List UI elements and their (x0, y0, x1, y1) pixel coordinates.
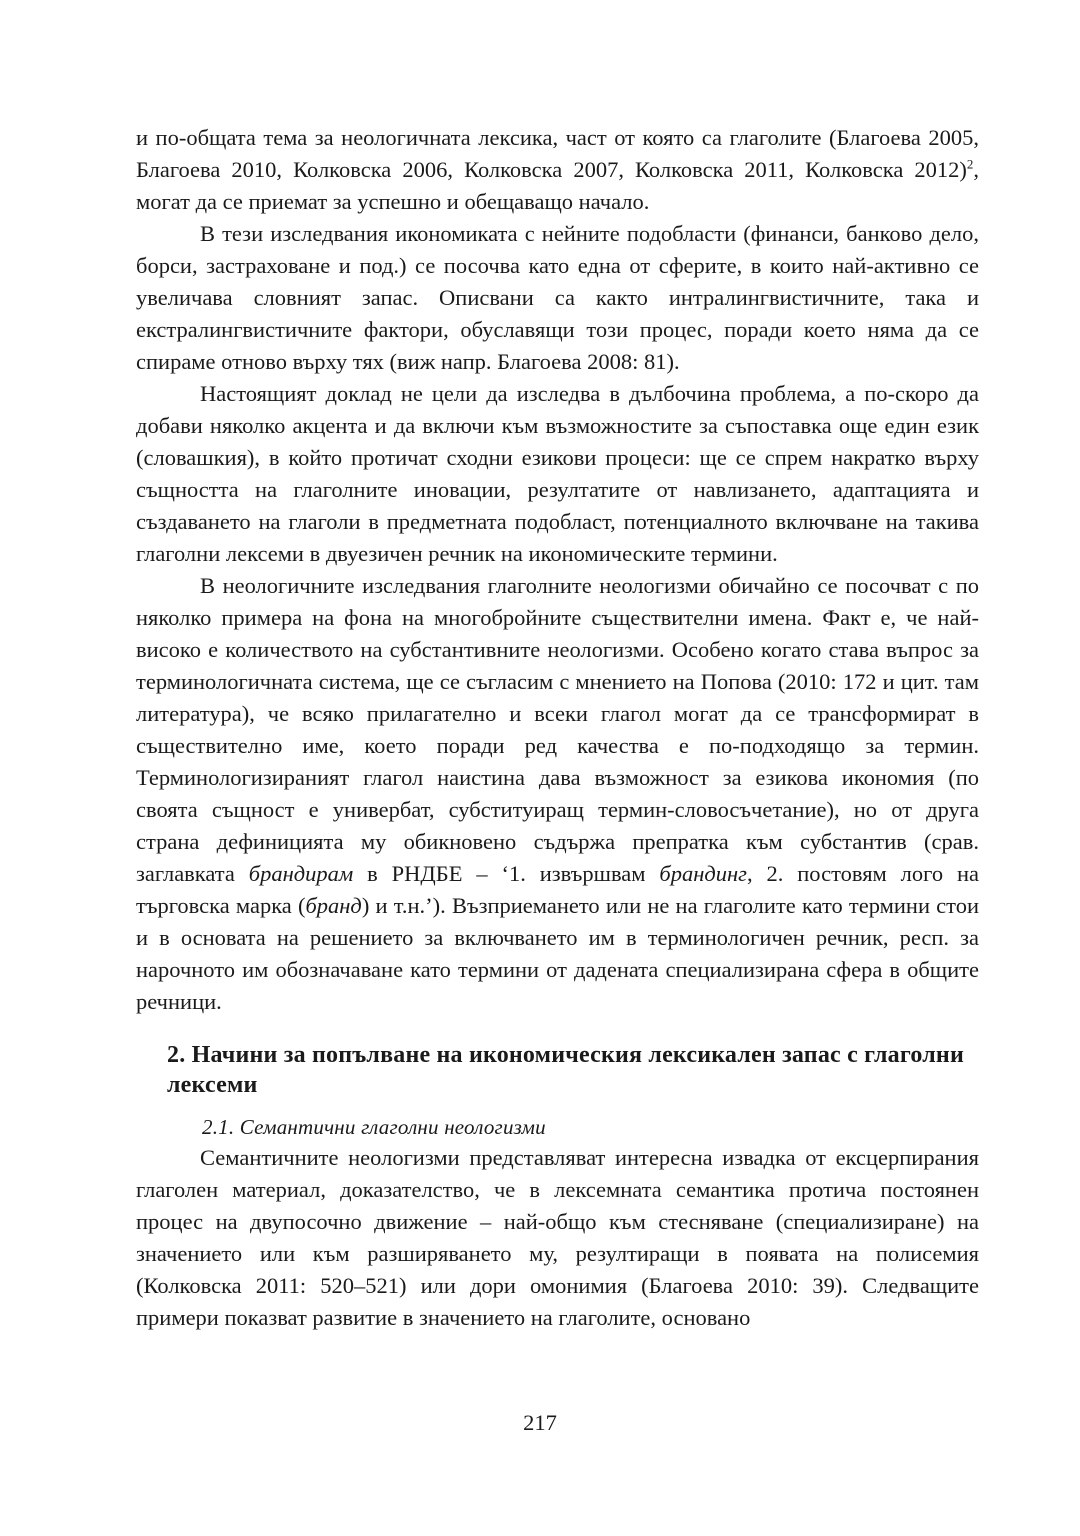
page-body (136, 122, 979, 1334)
paragraph-1 (136, 122, 979, 218)
spacer (136, 1018, 979, 1040)
page-number: 217 (523, 1410, 557, 1435)
paragraph-4 (136, 570, 979, 1018)
paragraph-4-text-4: ) и т.н.’). Възприемането или не на глаголите като термини стои и в основата на решението за включването им в терминологичен речник, респ. за нарочното им обозначаване като термини от дадената специализирана сфера в общите речници. (136, 893, 979, 1014)
paragraph-4-text-2: в РНДБЕ – ‘1. извършвам (353, 861, 660, 886)
paragraph-1-text-end: , могат да се приемат за успешно и обещаващо начало. (136, 157, 979, 214)
italic-term-brand: бранд (305, 893, 362, 918)
footnote-ref-2: 2 (966, 156, 974, 172)
paragraph-4-text-1: В неологичните изследвания глаголните неологизми обичайно се посочват с по няколко примера на фона на многобройните съществителни имена. Факт е, че най-високо е количеството на субстантивните неологизми. Особено когато става въпрос за терминологичната система, ще се съгласим с мнението на Попова (2010: 172 и цит. там литература), че всяко прилагателно и всеки глагол могат да се трансформират в съществително име, което поради ред качества е по-подходящо за термин. Терминологизираният глагол наистина дава възможност за езикова икономия (по своята същност е универбат, субституиращ термин-словосъчетание), но от друга страна дефиницията му обикновено съдържа препратка към субстантив (срав. заглавката (136, 573, 979, 886)
paragraph-2: В тези изследвания икономиката с нейните подобласти (финанси, банково дело, борси, застраховане и под.) се посочва като една от сферите, в които най-активно се увеличава словният запас. Описвани са както интралингвистичните, така и екстралингвистичните фактори, обуславящи този процес, поради което няма да се спираме отново върху тях (виж напр. Благоева 2008: 81). (136, 221, 979, 374)
paragraph-4-text-3: , 2. постовям лого на търговска марка ( (136, 861, 979, 918)
section-heading: 2. Начини за попълване на икономическия лексикален запас с глаголни лексеми (167, 1042, 964, 1098)
italic-term-branding: брандинг (659, 861, 747, 886)
paragraph-3: Настоящият доклад не цели да изследва в дълбочина проблема, а по-скоро да добави няколко акцента и да включи към възможностите за съпоставка още един език (словашкия), в който протичат сходни езикови процеси: ще се спрем накратко върху същността на глаголните иновации, резултатите от навлизането, адаптацията и създаването на глаголи в предметната подобласт, потенциалното включване на такива глаголни лексеми в двуезичен речник на икономическите термини. (136, 381, 979, 566)
subsection-heading: 2.1. Семантични глаголни неологизми (202, 1115, 546, 1139)
italic-term-brandiram: брандирам (248, 861, 354, 886)
paragraph-5: Семантичните неологизми представляват интересна извадка от ексцерпирания глаголен материал, доказателство, че в лексемната семантика протича постоянен процес на двупосочно движение – най-общо към стесняване (специализиране) на значението или към разширяването му, резултиращи в появата на полисемия (Колковска 2011: 520–521) или дори омонимия (Благоева 2010: 39). Следващите примери показват развитие в значението на глаголите, основано (136, 1145, 979, 1330)
paragraph-1-text: и по-общата тема за неологичната лексика, част от която са глаголите (Благоева 2005, Благоева 2010, Колковска 2006, Колковска 2007, Колковска 2011, Колковска 2012) (136, 125, 979, 182)
